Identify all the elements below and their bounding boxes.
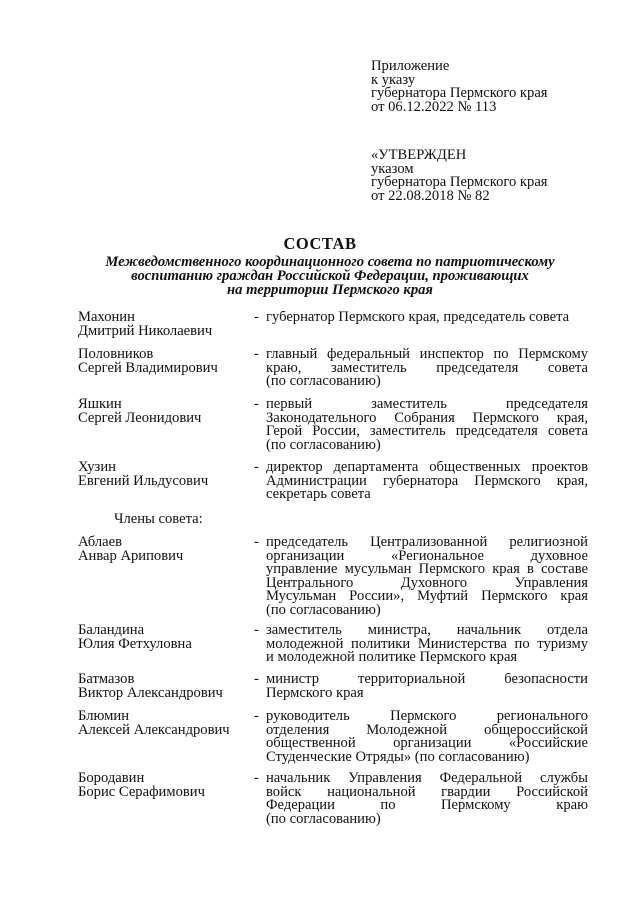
member-surname: Баландина [78,622,145,638]
member-name [78,536,253,563]
description-line: губернатор Пермского края, председатель совета [266,311,570,325]
member-given-name: Алексей Александрович [78,721,230,738]
appendix-line: губернатора Пермского края [371,85,548,102]
member-dash: - [254,396,259,412]
member-given-name: Виктор Александрович [78,684,223,701]
member-name [78,624,253,651]
member-given-name: Сергей Леонидович [78,409,202,426]
member-description [266,673,588,700]
member-dash: - [254,459,259,475]
member-dash: - [254,770,259,786]
member-given-name: Юлия Фетхуловна [78,635,192,652]
description-line: отделения Молодежной общероссийской [266,723,588,738]
approved-line: губернатора Пермского края [371,174,548,191]
member-name [78,398,253,425]
description-line: Пермского края [266,686,364,701]
description-line: и молодежной политике Пермского края [266,651,518,665]
appendix-header [371,60,548,114]
description-line: директор департамента общественных проектов [266,461,588,475]
member-name [78,772,253,799]
description-line: молодежной политики Министерства по туризму [266,637,588,652]
description-line: общественной организации «Российские [266,737,588,751]
description-line: начальник Управления Федеральной службы [266,772,588,786]
description-line: организации «Региональное духовное [266,549,588,564]
approved-date-line: от 22.08.2018 № 82 [371,187,490,204]
description-line: управление мусульман Пермского края в составе [266,563,588,577]
document-subtitle [80,255,580,297]
description-line: Федерации по Пермскому краю [266,799,588,813]
appendix-line: к указу [371,71,416,88]
description-line: председатель Централизованной религиозной [266,536,588,550]
member-description [266,772,588,826]
member-surname: Аблаев [78,534,122,550]
description-line: Студенческие Отряды» (по согласованию) [266,750,530,765]
member-surname: Половников [78,346,154,362]
member-given-name: Дмитрий Николаевич [78,322,213,339]
description-line: Законодательного Собрания Пермского края, [266,411,588,426]
description-line: главный федеральный инспектор по Пермскому [266,348,588,362]
member-description [266,710,588,764]
description-line: заместитель министра, начальник отдела [266,624,588,638]
member-surname: Бородавин [78,770,145,786]
member-dash: - [254,708,259,724]
member-given-name: Евгений Ильдусович [78,472,209,489]
member-given-name: Борис Серафимович [78,783,205,800]
member-surname: Батмазов [78,671,135,687]
subtitle-line: на территории Пермского края [227,282,433,298]
description-line: (по согласованию) [266,812,381,827]
member-description [266,398,588,452]
member-description [266,348,588,389]
member-surname: Махонин [78,309,135,325]
document-title: СОСТАВ [283,234,357,253]
member-surname: Блюмин [78,708,130,724]
description-line: краю, заместитель председателя совета [266,361,588,376]
appendix-line: Приложение [371,58,450,74]
member-dash: - [254,309,259,325]
member-surname: Яшкин [78,396,122,412]
description-line: войск национальной гвардии Российской [266,785,588,800]
approved-line: указом [371,160,414,177]
member-dash: - [254,671,259,687]
member-description [266,311,588,325]
member-dash: - [254,622,259,638]
appendix-date-line: от 06.12.2022 № 113 [371,98,497,115]
description-line: первый заместитель председателя [266,398,588,412]
description-line: министр территориальной безопасности [266,673,588,687]
member-given-name: Анвар Арипович [78,547,184,564]
member-name [78,710,253,737]
description-line: (по согласованию) [266,375,381,389]
description-line: (по согласованию) [266,438,381,453]
approved-line: «УТВЕРЖДЕН [371,147,467,163]
member-description [266,536,588,618]
member-surname: Хузин [78,459,116,475]
description-line: (по согласованию) [266,603,381,618]
member-given-name: Сергей Владимирович [78,359,218,376]
description-line: Центрального Духовного Управления [266,576,588,591]
description-line: Мусульман России», Муфтий Пермского края [266,590,588,604]
subtitle-line: воспитанию граждан Российской Федерации, проживающих [131,268,529,284]
description-line: Герой России, заместитель председателя совета [266,425,588,439]
member-dash: - [254,534,259,550]
member-name [78,461,253,488]
member-name [78,311,253,338]
member-name [78,673,253,700]
member-dash: - [254,346,259,362]
member-description [266,461,588,502]
description-line: Администрации губернатора Пермского края, [266,474,588,489]
description-line: руководитель Пермского регионального [266,710,588,724]
member-description [266,624,588,665]
subtitle-line: Межведомственного координационного совета по патриотическому [105,254,555,270]
members-section-label: Члены совета: [114,511,203,527]
member-name [78,348,253,375]
approved-header [371,149,548,203]
description-line: секретарь совета [266,488,371,502]
